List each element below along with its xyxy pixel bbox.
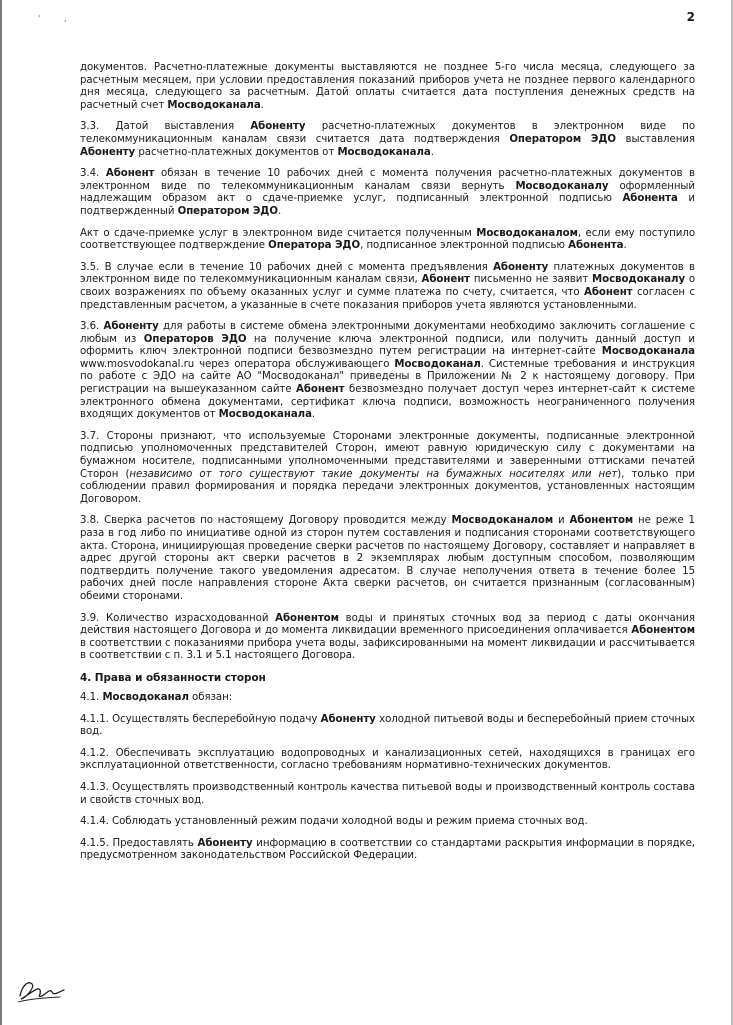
clause-paragraph	[80, 62, 695, 112]
bold-term: Мосводоканала	[218, 409, 312, 421]
bold-term: Абоненту	[103, 321, 159, 333]
bold-term: Абонентом	[569, 515, 634, 527]
clause-paragraph	[80, 321, 695, 422]
clause-paragraph	[80, 613, 695, 663]
text-run: .	[311, 409, 316, 421]
text-run: расчетно-платежных документов от	[135, 146, 338, 158]
text-run: 4.1.3. Осуществлять производственный контроль качества питьевой воды и производственный контроль состава и свойств сточных вод.	[80, 781, 695, 806]
text-run: .	[260, 99, 264, 111]
bold-term: Абоненту	[250, 121, 306, 133]
text-run: на получение ключа электронной подписи, или получить данный доступ и оформить ключ электронной подписи безвозмездно путем регистрации на интернет-сайте	[80, 333, 695, 358]
text-run: безвозмездно получает доступ через интернет-сайт к системе электронного обмена документами, сертификат ключа подписи, возможность неограниченного получения входящих документов от	[80, 384, 695, 421]
bold-term: Абонента	[568, 240, 624, 252]
text-run: 4.1.1. Осуществлять бесперебойную подачу	[80, 713, 321, 725]
text-run: и	[553, 515, 570, 527]
bold-term: Абоненту	[80, 146, 136, 158]
text-run: выставления	[616, 133, 695, 145]
text-run: www.mosvodokanal.ru через оператора обслуживающего	[80, 358, 395, 370]
bold-term: Оператора ЭДО	[268, 240, 361, 252]
text-run: письменно не заявит	[470, 274, 593, 286]
text-run: Акт о сдаче-приемке услуг в электронном виде считается полученным	[80, 227, 477, 239]
text-run: о своих возражениях по объему оказанных услуг и сумме платежа по счету, считается, что	[80, 274, 696, 298]
scan-mark: '	[38, 14, 41, 23]
bold-term: Абонентом	[631, 625, 695, 637]
clause-paragraph	[80, 838, 695, 863]
text-run: обязан в течение 10 рабочих дней с момента получения расчетно-платежных документов в электронном виде по телекоммуникационным каналам связи вернуть	[80, 168, 695, 192]
scan-edge-left	[0, 0, 2, 1025]
bold-term: Мосводоканалом	[476, 227, 578, 239]
text-run: и подтвержденный	[80, 193, 695, 217]
bold-term: Мосводоканалу	[592, 274, 686, 286]
bold-term: Абоненту	[197, 837, 253, 849]
text-run: холодной питьевой воды и бесперебойный прием сточных вод.	[80, 713, 696, 738]
text-run: , если ему поступило соответствующее подтверждение	[80, 227, 696, 252]
bold-term: Абоненту	[320, 713, 376, 725]
text-run: 4.1.5. Предоставлять	[80, 837, 198, 849]
text-run: 3.3. Датой выставления	[80, 121, 251, 133]
text-run: платежных документов в электронном виде по телекоммуникационным каналам связи,	[80, 261, 695, 286]
bold-term: Мосводоканалу	[515, 180, 609, 192]
bold-term: Мосводоканала	[167, 99, 261, 111]
text-run: .	[277, 205, 282, 217]
bold-term: Абонента	[622, 193, 678, 205]
bold-term: Абонент	[105, 168, 155, 180]
bold-term: Абонент	[584, 286, 633, 298]
bold-term: Абоненту	[493, 261, 549, 273]
text-run: согласен с представленным расчетом, а указанные в счете показания приборов учета являются установленными.	[80, 286, 695, 311]
bold-term: Операторов ЭДО	[143, 333, 247, 345]
text-run: документов. Расчетно-платежные документы выставляются не позднее 5-го числа месяца, следующего за расчетным месяцем, при условии предоставления показаний приборов учета не позднее первого календарного дня месяца, следующего за расчетным. Датой оплаты считается дата поступления денежных средств на расчетный счет	[80, 62, 695, 111]
clause-paragraph	[80, 692, 695, 705]
bold-term: Абонентом	[275, 612, 339, 624]
text-run: обязан:	[188, 691, 233, 703]
clause-paragraph	[80, 748, 695, 773]
text-run: для работы в системе обмена электронными документами необходимо заключить соглашение с любым из	[80, 321, 695, 345]
bold-term: Абонент	[295, 384, 345, 396]
text-run: 4.1.	[80, 691, 103, 703]
text-run: .	[623, 240, 627, 252]
section-heading	[80, 672, 695, 685]
clause-paragraph	[80, 262, 695, 312]
signature-icon	[12, 972, 70, 1006]
clause-paragraph	[80, 228, 695, 253]
text-run: 3.8. Сверка расчетов по настоящему Договору проводится между	[80, 515, 452, 527]
text-run: 3.6.	[80, 321, 104, 333]
text-run: 4. Права и обязанности сторон	[80, 671, 266, 684]
text-run: 4.1.2. Обеспечивать эксплуатацию водопроводных и канализационных сетей, находящихся в границах его эксплуатационной ответственности, согласно требованиям нормативно-технических документов.	[80, 747, 695, 772]
clause-paragraph	[80, 816, 695, 829]
bold-term: Мосводоканал	[102, 691, 189, 703]
clause-paragraph	[80, 782, 695, 807]
bold-term: Мосводоканала	[601, 346, 695, 358]
text-run: 3.4.	[80, 168, 106, 180]
clause-paragraph	[80, 714, 695, 739]
bold-term: Оператором ЭДО	[509, 133, 616, 145]
clause-paragraph	[80, 168, 695, 218]
text-run: 3.7. Стороны признают, что используемые Сторонами электронные документы, подписанные электронной подписью уполномоченных представителей Сторон, имеют равную юридическую силу с документами на бумажном носителе, подписанными уполномоченными представителями и заверенными оттисками печатей Сторон (	[80, 430, 695, 480]
text-run: в соответствии с показаниями прибора учета воды, зафиксированными на момент ликвидации и рассчитывается в соответствии с п. 3.1 и 5.1 настоящего Договора.	[80, 637, 695, 662]
clause-paragraph	[80, 431, 695, 507]
text-run: , подписанное электронной подписью	[360, 240, 569, 252]
bold-term: Мосводоканалом	[451, 515, 554, 527]
text-run: ), только при соблюдении правил формирования и порядка передачи электронных документов, установленных настоящим Договором.	[80, 468, 695, 505]
text-run: оформленный надлежащим образом акт о сдаче-приемке услуг, подписанный электронной подписью	[80, 180, 695, 205]
text-run: . Системные требования и инструкция по работе с ЭДО на сайте АО "Мосводоканал" приведены в Приложении № 2 к настоящему договору. При регистрации на вышеуказанном сайте	[80, 358, 695, 396]
text-run: 4.1.4. Соблюдать установленный режим подачи холодной воды и режим приема сточных вод.	[80, 816, 588, 828]
text-run: не реже 1 раза в год либо по инициативе одной из сторон путем составления и подписания сторонами соответствующего акта. Сторона, инициирующая проведение сверки расчетов по настоящему Договору, составляет и направляет в адрес другой стороны акт сверки расчетов в 2 экземплярах любым доступным способом, позволяющим подтвердить получение такого уведомления адресатом. В случае неполучения ответа в течение более 15 рабочих дней после направления стороне Акта сверки расчетов, он считается признанным (согласованным) обеими сторонами.	[80, 515, 695, 602]
bold-term: Оператором ЭДО	[177, 205, 278, 217]
bold-term: Мосводоканал	[394, 358, 481, 370]
bold-term: Абонент	[421, 274, 471, 286]
bold-term: Мосводоканала	[337, 146, 431, 158]
clause-paragraph	[80, 515, 695, 603]
document-body	[80, 62, 695, 872]
text-run: 3.9. Количество израсходованной	[80, 612, 276, 624]
text-run: .	[430, 146, 434, 158]
page-number: 2	[686, 10, 695, 24]
clause-paragraph	[80, 121, 695, 159]
scan-mark: ,	[64, 14, 67, 23]
text-run: информацию в соответствии со стандартами раскрытия информации в порядке, предусмотренном законодательством Российской Федерации.	[80, 837, 695, 862]
text-run: воды и принятых сточных вод за период с даты окончания действия настоящего Договора и до момента ликвидации временного присоединения оплачивается	[80, 612, 695, 637]
italic-text: независимо от того существуют такие документы на бумажных носителях или нет	[129, 468, 618, 480]
text-run: расчетно-платежных документов в электронном виде по телекоммуникационным каналам связи считается дата подтверждения	[80, 121, 696, 145]
text-run: 3.5. В случае если в течение 10 рабочих дней с момента предъявления	[80, 261, 494, 273]
